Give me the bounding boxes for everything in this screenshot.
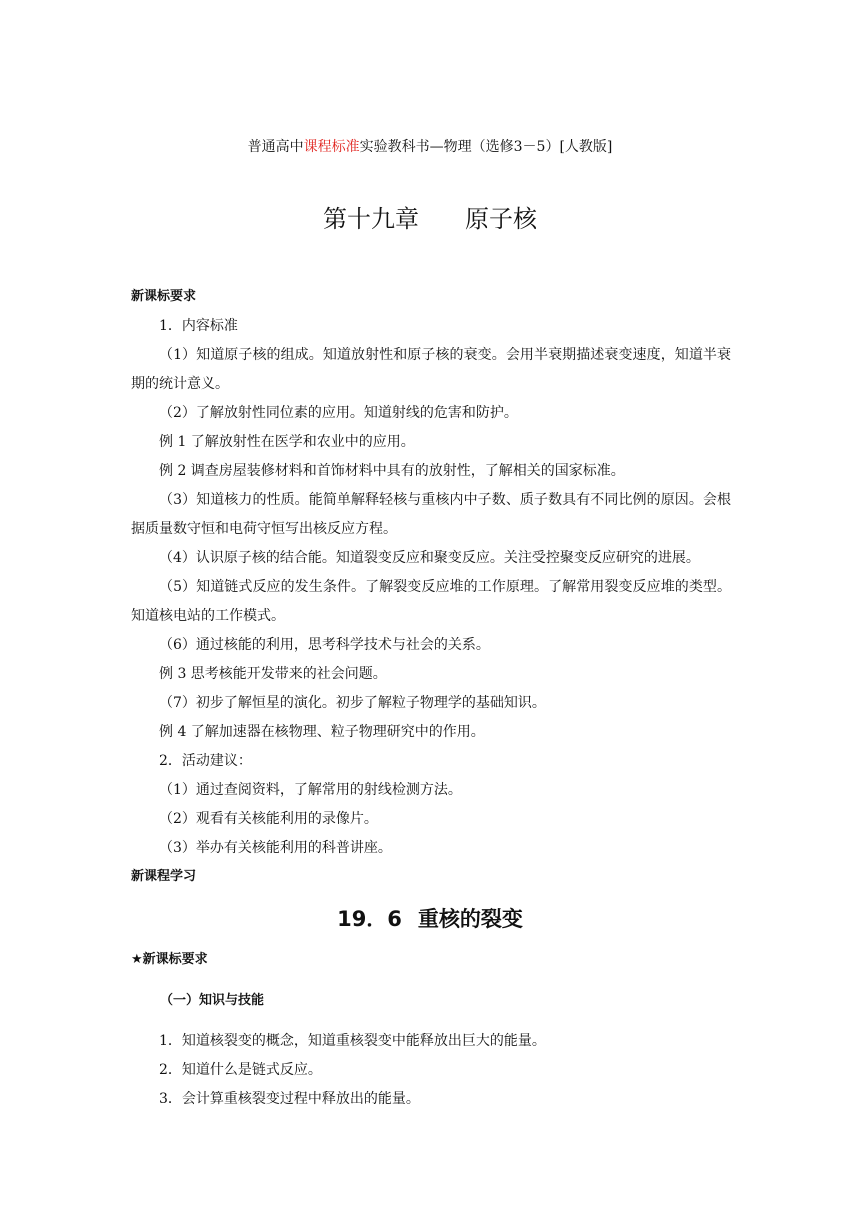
activity-2: （2）观看有关核能利用的录像片。 (159, 811, 378, 827)
knowledge-item-2: 2．知道什么是链式反应。 (159, 1062, 322, 1078)
example-3: 例 3 思考核能开发带来的社会问题。 (159, 666, 387, 682)
item-6: （6）通过核能的利用，思考科学技术与社会的关系。 (159, 637, 490, 653)
activity-1: （1）通过查阅资料，了解常用的射线检测方法。 (159, 782, 462, 798)
requirements-heading: 新课标要求 (131, 289, 197, 304)
star-requirements-heading: ★新课标要求 (131, 952, 208, 967)
example-4: 例 4 了解加速器在核物理、粒子物理研究中的作用。 (159, 724, 485, 740)
example-2: 例 2 调查房屋装修材料和首饰材料中具有的放射性，了解相关的国家标准。 (159, 463, 625, 479)
header-suffix: 实验教科书—物理（选修3－5）[人教版] (359, 139, 613, 155)
content-standard-heading: 1．内容标准 (159, 318, 238, 334)
knowledge-skills-heading: （一）知识与技能 (160, 993, 265, 1008)
section-title (0, 904, 860, 934)
item-4: （4）认识原子核的结合能。知道裂变反应和聚变反应。关注受控聚变反应研究的进展。 (159, 550, 700, 566)
chapter-title (0, 203, 860, 235)
knowledge-item-3: 3．会计算重核裂变过程中释放出的能量。 (159, 1091, 420, 1107)
item-7: （7）初步了解恒星的演化。初步了解粒子物理学的基础知识。 (159, 695, 546, 711)
item-5: （5）知道链式反应的发生条件。了解裂变反应堆的工作原理。了解常用裂变反应堆的类型。知道核电站的工作模式。 (131, 579, 731, 624)
chapter-number: 第十九章 (323, 205, 419, 233)
activities-heading: 2．活动建议： (159, 753, 252, 769)
chapter-name: 原子核 (465, 205, 537, 233)
section-name: 重核的裂变 (417, 907, 523, 931)
header-prefix: 普通高中 (247, 139, 304, 155)
section-number: 19．6 (337, 907, 402, 931)
item-3: （3）知道核力的性质。能简单解释轻核与重核内中子数、质子数具有不同比例的原因。会根据质量数守恒和电荷守恒写出核反应方程。 (131, 492, 731, 537)
study-heading: 新课程学习 (131, 869, 197, 884)
item-2: （2）了解放射性同位素的应用。知道射线的危害和防护。 (159, 405, 518, 421)
item-1: （1）知道原子核的组成。知道放射性和原子核的衰变。会用半衰期描述衰变速度，知道半衰期的统计意义。 (131, 347, 731, 392)
header-highlight: 课程标准 (303, 139, 360, 155)
example-1: 例 1 了解放射性在医学和农业中的应用。 (159, 434, 415, 450)
activity-3: （3）举办有关核能利用的科普讲座。 (159, 840, 392, 856)
book-header (0, 137, 860, 157)
knowledge-item-1: 1．知道核裂变的概念，知道重核裂变中能释放出巨大的能量。 (159, 1033, 546, 1049)
